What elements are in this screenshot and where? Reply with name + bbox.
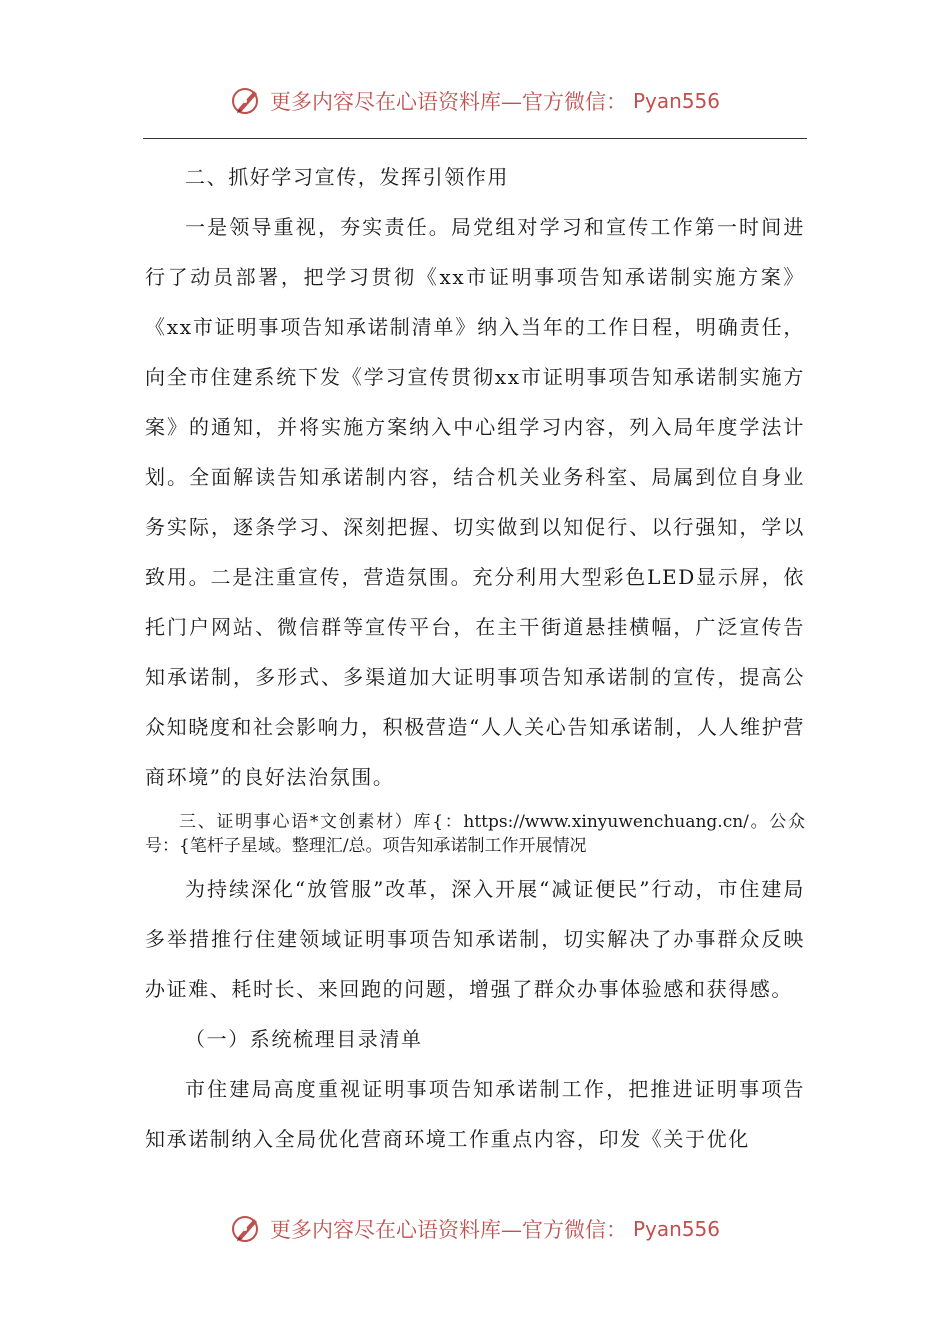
document-body [145, 152, 805, 1164]
subsection-heading-1: （一）系统梳理目录清单 [185, 1027, 423, 1051]
pen-logo-icon [230, 1212, 264, 1246]
section-heading-3: 三、证明事心语*文创素材）库{：https://www.xinyuwenchuang.cn/。公众号：{笔杆子星域。整理汇/总。项告知承诺制工作开展情况 [145, 812, 805, 856]
footer-banner-text: 更多内容尽在心语资料库—官方微信： [269, 1218, 627, 1242]
header-banner-text: 更多内容尽在心语资料库—官方微信： [269, 90, 627, 114]
pen-logo-icon [230, 84, 264, 118]
header-banner-id: Pyan556 [632, 89, 720, 113]
body-paragraph: 为持续深化“放管服”改革，深入开展“减证便民”行动，市住建局多举措推行住建领域证明事项告知承诺制，切实解决了办事群众反映办证难、耗时长、来回跑的问题，增强了群众办事体验感和获得感。 [145, 877, 805, 1001]
footer-banner-id: Pyan556 [632, 1217, 720, 1241]
footer-banner [0, 1212, 950, 1246]
header-banner [0, 84, 950, 118]
body-paragraph: 市住建局高度重视证明事项告知承诺制工作，把推进证明事项告知承诺制纳入全局优化营商环境工作重点内容，印发《关于优化 [145, 1077, 805, 1151]
section-heading-2: 二、抓好学习宣传，发挥引领作用 [185, 165, 509, 189]
header-divider [143, 138, 807, 139]
body-paragraph: 一是领导重视，夯实责任。局党组对学习和宣传工作第一时间进行了动员部署，把学习贯彻《xx市证明事项告知承诺制实施方案》《xx市证明事项告知承诺制清单》纳入当年的工作日程，明确责任，向全市住建系统下发《学习宣传贯彻xx市证明事项告知承诺制实施方案》的通知，并将实施方案纳入中心组学习内容，列入局年度学法计划。全面解读告知承诺制内容，结合机关业务科室、局属到位自身业务实际，逐条学习、深刻把握、切实做到以知促行、以行强知，学以致用。二是注重宣传，营造氛围。充分利用大型彩色LED显示屏，依托门户网站、微信群等宣传平台，在主干街道悬挂横幅，广泛宣传告知承诺制，多形式、多渠道加大证明事项告知承诺制的宣传，提高公众知晓度和社会影响力，积极营造“人人关心告知承诺制，人人维护营商环境”的良好法治氛围。 [145, 215, 805, 789]
